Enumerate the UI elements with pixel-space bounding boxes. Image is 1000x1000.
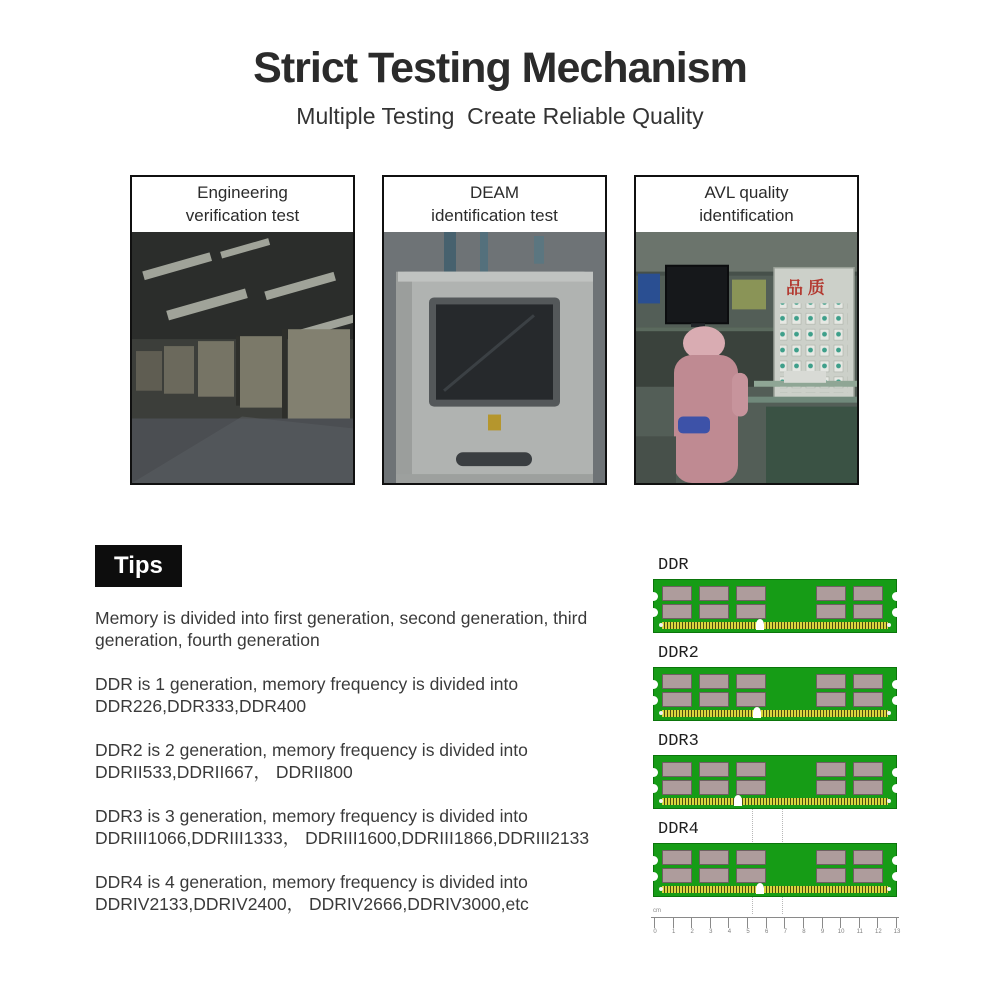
memory-chip	[699, 780, 729, 795]
ram-unit-ddr3	[653, 732, 897, 809]
ram-unit-ddr2	[653, 644, 897, 721]
memory-chip	[853, 674, 883, 689]
ruler-tick	[653, 917, 657, 935]
page-subtitle: Multiple Testing Create Reliable Quality	[296, 103, 704, 129]
test-card-engineering	[130, 175, 355, 485]
memory-chip	[699, 850, 729, 865]
ruler-tick-number: 4	[727, 929, 732, 935]
ruler-tick-number: 5	[746, 929, 750, 935]
memory-chip	[699, 868, 729, 883]
paragraph-line: DDRII533,DDRII667， DDRII800	[95, 762, 353, 782]
memory-chip	[816, 604, 846, 619]
ruler-tick	[727, 917, 732, 935]
card-title-line2: verification test	[185, 205, 300, 225]
memory-chip	[662, 780, 692, 795]
ruler-tick-number: 0	[653, 929, 657, 935]
ruler-tick	[690, 917, 694, 935]
ruler-tick-number: 2	[690, 929, 694, 935]
ruler-tick	[893, 917, 901, 935]
factory-photo-illustration	[132, 232, 353, 483]
memory-chip	[662, 604, 692, 619]
ruler-tick	[875, 917, 882, 935]
chip-row	[654, 692, 896, 707]
memory-chip	[662, 868, 692, 883]
chip-row	[654, 674, 896, 689]
ruler	[651, 910, 899, 938]
test-card-deam	[382, 175, 607, 485]
memory-chip	[853, 868, 883, 883]
chip-row	[654, 604, 896, 619]
card-title-line1: AVL quality	[704, 182, 789, 202]
ruler-ticks	[653, 917, 901, 935]
paragraph-line: DDRIV2133,DDRIV2400， DDRIV2666,DDRIV3000,etc	[95, 894, 529, 914]
memory-chip	[853, 586, 883, 601]
memory-chip	[853, 762, 883, 777]
ruler-tick	[765, 917, 769, 935]
ram-stick-ddr3	[653, 755, 897, 809]
memory-chip	[816, 780, 846, 795]
memory-chip	[853, 692, 883, 707]
ruler-tick	[746, 917, 750, 935]
memory-chip	[816, 850, 846, 865]
ruler-tick-number: 11	[856, 929, 863, 935]
chip-row	[654, 586, 896, 601]
key-notch	[734, 795, 742, 806]
memory-chip	[736, 868, 766, 883]
factory-photo	[132, 232, 353, 483]
gold-pins	[662, 886, 888, 893]
ruler-tick-number: 3	[709, 929, 713, 935]
tips-paragraph-memory	[95, 607, 675, 651]
memory-chip	[736, 762, 766, 777]
ruler-tick	[856, 917, 863, 935]
board-text: 品 质	[786, 278, 825, 298]
tips-paragraphs	[95, 607, 675, 937]
ruler-tick	[802, 917, 806, 935]
memory-sticks-column	[653, 556, 897, 908]
chip-row	[654, 850, 896, 865]
chip-row	[654, 868, 896, 883]
ruler-tick	[820, 917, 825, 935]
ram-label: DDR2	[658, 644, 699, 663]
page-title: Strict Testing Mechanism	[253, 44, 747, 92]
paragraph-line: DDRIII1066,DDRIII1333， DDRIII1600,DDRIII1866,DDRIII2133	[95, 828, 590, 848]
chip-row	[654, 762, 896, 777]
memory-chip	[816, 692, 846, 707]
card-title-line2: identification test	[431, 205, 558, 225]
card-title	[384, 177, 605, 232]
memory-chip	[662, 762, 692, 777]
memory-chip	[816, 674, 846, 689]
card-title-line1: DEAM	[469, 182, 520, 202]
ram-stick-ddr2	[653, 667, 897, 721]
ram-unit-ddr	[653, 556, 897, 633]
memory-chip	[662, 586, 692, 601]
memory-chip	[853, 604, 883, 619]
test-cards-row	[130, 175, 859, 485]
memory-chip	[736, 692, 766, 707]
ruler-tick-number: 9	[820, 929, 825, 935]
memory-chip	[699, 586, 729, 601]
memory-chip	[736, 586, 766, 601]
ruler-unit-label: cm	[653, 908, 661, 914]
tips-paragraph-ddr4	[95, 871, 675, 915]
ruler-tick-number: 6	[765, 929, 769, 935]
ruler-tick	[837, 917, 845, 935]
key-notch	[756, 619, 764, 630]
ram-label: DDR	[658, 556, 689, 575]
tips-paragraph-ddr2	[95, 739, 675, 783]
memory-chip	[662, 692, 692, 707]
testing-machine-illustration	[384, 232, 605, 483]
ruler-tick	[783, 917, 787, 935]
memory-chip	[699, 604, 729, 619]
memory-chip	[816, 586, 846, 601]
ruler-tick	[709, 917, 713, 935]
ruler-tick	[671, 917, 676, 935]
paragraph-line: DDR3 is 3 generation, memory frequency is divided into	[95, 806, 528, 826]
key-notch	[753, 707, 761, 718]
paragraph-line: generation, fourth generation	[95, 630, 320, 650]
ruler-tick-number: 8	[802, 929, 806, 935]
memory-chip	[699, 674, 729, 689]
ram-label: DDR4	[658, 820, 699, 839]
paragraph-line: DDR2 is 2 generation, memory frequency is divided into	[95, 740, 528, 760]
memory-chip	[736, 674, 766, 689]
memory-chip	[699, 692, 729, 707]
ruler-tick-number: 12	[875, 929, 882, 935]
quality-station-photo	[636, 232, 857, 483]
memory-chip	[816, 868, 846, 883]
key-notch	[756, 883, 764, 894]
ram-unit-ddr4	[653, 820, 897, 897]
card-title	[132, 177, 353, 232]
paragraph-line: DDR is 1 generation, memory frequency is divided into	[95, 674, 519, 694]
chip-row	[654, 780, 896, 795]
tips-paragraph-ddr3	[95, 805, 675, 849]
paragraph-line: Memory is divided into first generation, second generation, third	[95, 608, 588, 628]
test-card-avl	[634, 175, 859, 485]
gold-pins	[662, 622, 888, 629]
memory-chip	[736, 780, 766, 795]
memory-chip	[736, 850, 766, 865]
memory-chip	[853, 850, 883, 865]
card-title	[636, 177, 857, 232]
ram-label: DDR3	[658, 732, 699, 751]
ruler-tick-number: 13	[893, 929, 901, 935]
quality-station-illustration	[636, 232, 857, 483]
memory-chip	[699, 762, 729, 777]
ruler-tick-number: 1	[671, 929, 676, 935]
memory-chip	[853, 780, 883, 795]
tips-paragraph-ddr	[95, 673, 675, 717]
memory-chip	[662, 674, 692, 689]
memory-chip	[662, 850, 692, 865]
card-title-line1: Engineering	[197, 182, 288, 202]
memory-chip	[736, 604, 766, 619]
ram-stick-ddr	[653, 579, 897, 633]
gold-pins	[662, 798, 888, 805]
ruler-tick-number: 7	[783, 929, 787, 935]
tips-badge: Tips	[95, 545, 182, 587]
ram-stick-ddr4	[653, 843, 897, 897]
card-title-line2: identification	[699, 205, 794, 225]
paragraph-line: DDR226,DDR333,DDR400	[95, 696, 307, 716]
testing-machine-photo	[384, 232, 605, 483]
paragraph-line: DDR4 is 4 generation, memory frequency is divided into	[95, 872, 528, 892]
ruler-tick-number: 10	[837, 929, 845, 935]
gold-pins	[662, 710, 888, 717]
memory-chip	[816, 762, 846, 777]
